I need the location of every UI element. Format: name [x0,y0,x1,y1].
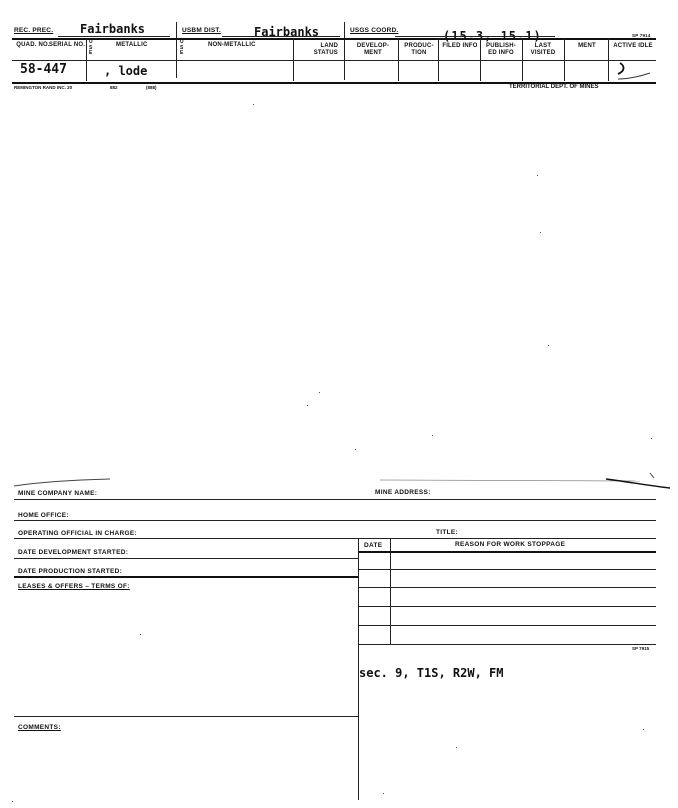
title-label: TITLE: [436,529,459,536]
usbm-dist-value: Fairbanks [254,25,320,39]
printer-code-1: 882 [110,85,118,90]
rec-prec-value: Fairbanks [80,22,146,36]
col-ment: MENT [578,43,596,49]
col-development: DEVELOP- MENT [356,43,390,56]
usgs-coord-label: USGS COORD. [350,27,399,34]
printer-credit: REMINGTON RAND INC. 20 [14,85,73,90]
col-filed-info: FILED INFO [442,43,478,49]
handwritten-check-mark [614,60,634,80]
date-development-label: DATE DEVELOPMENT STARTED: [18,549,129,556]
usbm-dist-label: USBM DIST. [182,27,221,34]
col-quad-no: QUAD. NO. [16,42,50,48]
home-office-label: HOME OFFICE: [18,512,69,519]
mine-company-label: MINE COMPANY NAME: [18,490,98,497]
date-production-label: DATE PRODUCTION STARTED: [18,568,123,575]
form-number-2: SP 7915 [632,646,650,651]
col-production: PRODUC- TION [404,43,434,56]
date-column-header: DATE [364,542,383,549]
col-metallic: METALLIC [116,42,148,48]
rec-prec-label: REC. PREC. [14,27,54,34]
metallic-value: , lode [104,64,148,78]
col-published-info: PUBLISH- ED INFO [486,43,516,56]
col-nonmetallic: NON-METALLIC [208,42,256,48]
form-number: SP 7914 [632,33,651,38]
col-last-visited: LAST VISITED [530,43,556,56]
printer-code-2: (888) [146,85,157,90]
location-note: sec. 9, T1S, R2W, FM [359,666,504,680]
operating-official-label: OPERATING OFFICIAL IN CHARGE: [18,530,137,537]
usgs-coord-value: (15.3, 15.1) [443,29,542,43]
col-metallic-use: U S E [89,39,93,56]
leases-label: LEASES & OFFERS – TERMS OF: [18,583,130,590]
col-serial-no: SERIAL NO. [48,42,86,48]
col-active-idle: ACTIVE IDLE [613,43,653,49]
comments-label: COMMENTS: [18,724,61,731]
quad-serial-value: 58-447 [20,62,67,77]
col-land-status: LAND STATUS [313,43,338,56]
mine-address-label: MINE ADDRESS: [375,489,431,496]
card-edge [0,470,678,500]
col-nonmetallic-use: U S E [180,39,184,56]
reason-column-header: REASON FOR WORK STOPPAGE [455,541,566,548]
dept-name: TERRITORIAL DEPT. OF MINES [509,84,599,90]
